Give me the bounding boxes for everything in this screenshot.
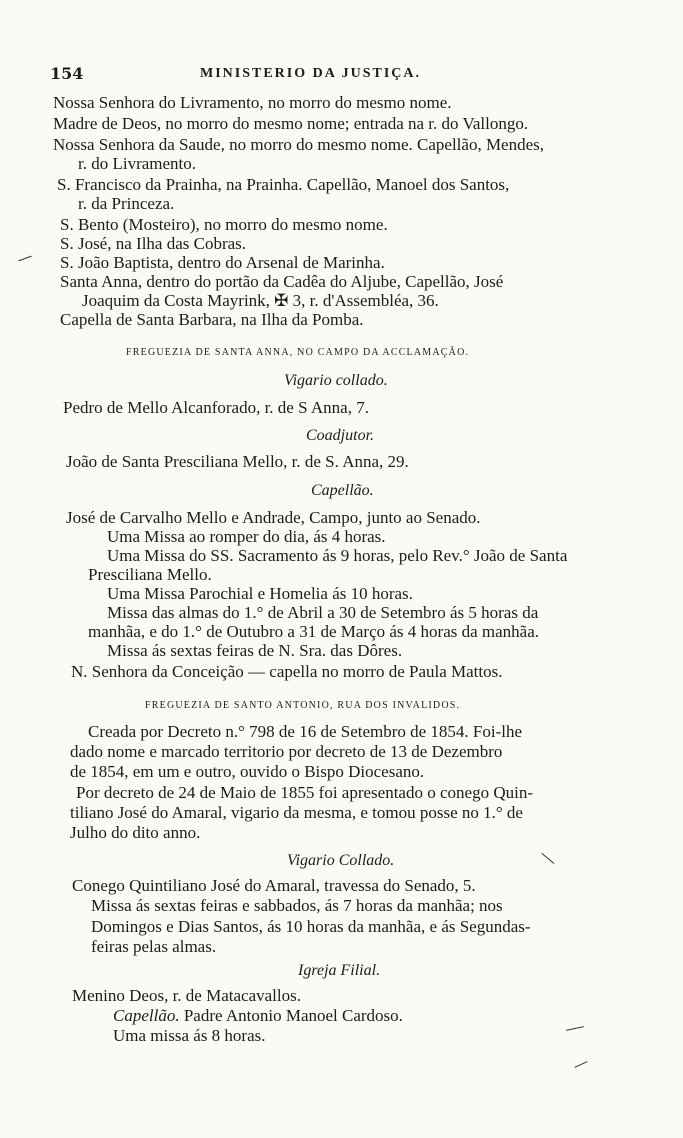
text-line: Capella de Santa Barbara, na Ilha da Pomba. <box>60 310 364 329</box>
scan-mark <box>18 256 31 262</box>
role-heading: Capellão. <box>311 482 374 499</box>
text-line: Missa ás sextas feiras de N. Sra. das Dôres. <box>107 641 403 660</box>
text-line: Joaquim da Costa Mayrink, ✠ 3, r. d'Assembléa, 36. <box>82 291 439 310</box>
text-line-content: Padre Antonio Manoel Cardoso. <box>183 1006 403 1025</box>
section-heading: FREGUEZIA DE SANTA ANNA, NO CAMPO DA ACCLAMAÇÃO. <box>126 347 470 358</box>
text-line: Missa das almas do 1.° de Abril a 30 de Setembro ás 5 horas da <box>107 603 539 622</box>
role-heading: Vigario collado. <box>284 372 388 389</box>
text-line: S. João Baptista, dentro do Arsenal de Marinha. <box>60 253 385 272</box>
text-line: Menino Deos, r. de Matacavallos. <box>72 986 301 1005</box>
role-heading: Igreja Filial. <box>298 962 381 979</box>
text-line: S. José, na Ilha das Cobras. <box>60 234 247 253</box>
text-line: Uma Missa ao romper do dia, ás 4 horas. <box>107 527 386 546</box>
text-line: Missa ás sextas feiras e sabbados, ás 7 horas da manhãa; nos <box>91 896 503 915</box>
text-line: N. Senhora da Conceição — capella no morro de Paula Mattos. <box>71 662 503 681</box>
text-line: Creada por Decreto n.° 798 de 16 de Setembro de 1854. Foi-lhe <box>88 722 523 741</box>
running-title: MINISTERIO DA JUSTIÇA. <box>200 66 421 81</box>
text-line: Presciliana Mello. <box>88 565 212 584</box>
text-line: r. do Livramento. <box>78 154 197 173</box>
scan-mark <box>542 853 555 864</box>
text-line: Uma missa ás 8 horas. <box>113 1026 266 1045</box>
text-line: Madre de Deos, no morro do mesmo nome; entrada na r. do Vallongo. <box>53 114 529 133</box>
text-line: tiliano José do Amaral, vigario da mesma, e tomou posse no 1.° de <box>70 803 523 822</box>
text-line: Conego Quintiliano José do Amaral, travessa do Senado, 5. <box>72 876 476 895</box>
text-line: Domingos e Dias Santos, ás 10 horas da manhãa, e ás Segundas- <box>91 917 531 936</box>
text-line: de 1854, em um e outro, ouvido o Bispo Diocesano. <box>70 762 425 781</box>
role-heading: Coadjutor. <box>306 427 375 444</box>
text-line: Uma Missa do SS. Sacramento ás 9 horas, pelo Rev.° João de Santa <box>107 546 568 565</box>
scan-mark <box>574 1061 587 1068</box>
text-line: r. da Princeza. <box>78 194 175 213</box>
text-line: Julho do dito anno. <box>70 823 201 842</box>
text-line: Por decreto de 24 de Maio de 1855 foi apresentado o conego Quin- <box>76 783 533 802</box>
text-line: manhãa, e do 1.° de Outubro a 31 de Março ás 4 horas da manhãa. <box>88 622 540 641</box>
role-heading: Vigario Collado. <box>287 852 395 869</box>
text-line: Uma Missa Parochial e Homelia ás 10 horas. <box>107 584 413 603</box>
text-line: S. Bento (Mosteiro), no morro do mesmo nome. <box>60 215 388 234</box>
page-header <box>50 64 650 86</box>
scan-mark <box>566 1026 584 1031</box>
section-heading: FREGUEZIA DE SANTO ANTONIO, RUA DOS INVALIDOS. <box>145 700 461 711</box>
text-line: S. Francisco da Prainha, na Prainha. Capellão, Manoel dos Santos, <box>57 175 510 194</box>
text-line: feiras pelas almas. <box>91 937 217 956</box>
text-line: Nossa Senhora do Livramento, no morro do mesmo nome. <box>53 93 452 112</box>
role-label: Capellão. <box>113 1006 180 1025</box>
text-line: dado nome e marcado territorio por decreto de 13 de Dezembro <box>70 742 503 761</box>
text-line: João de Santa Presciliana Mello, r. de S. Anna, 29. <box>66 452 409 471</box>
text-line: José de Carvalho Mello e Andrade, Campo, junto ao Senado. <box>66 508 481 527</box>
text-line <box>113 1006 403 1026</box>
text-line: Pedro de Mello Alcanforado, r. de S Anna, 7. <box>63 398 369 417</box>
text-line: Santa Anna, dentro do portão da Cadêa do Aljube, Capellão, José <box>60 272 504 291</box>
page-number: 154 <box>50 64 84 83</box>
text-line: Nossa Senhora da Saude, no morro do mesmo nome. Capellão, Mendes, <box>53 135 545 154</box>
